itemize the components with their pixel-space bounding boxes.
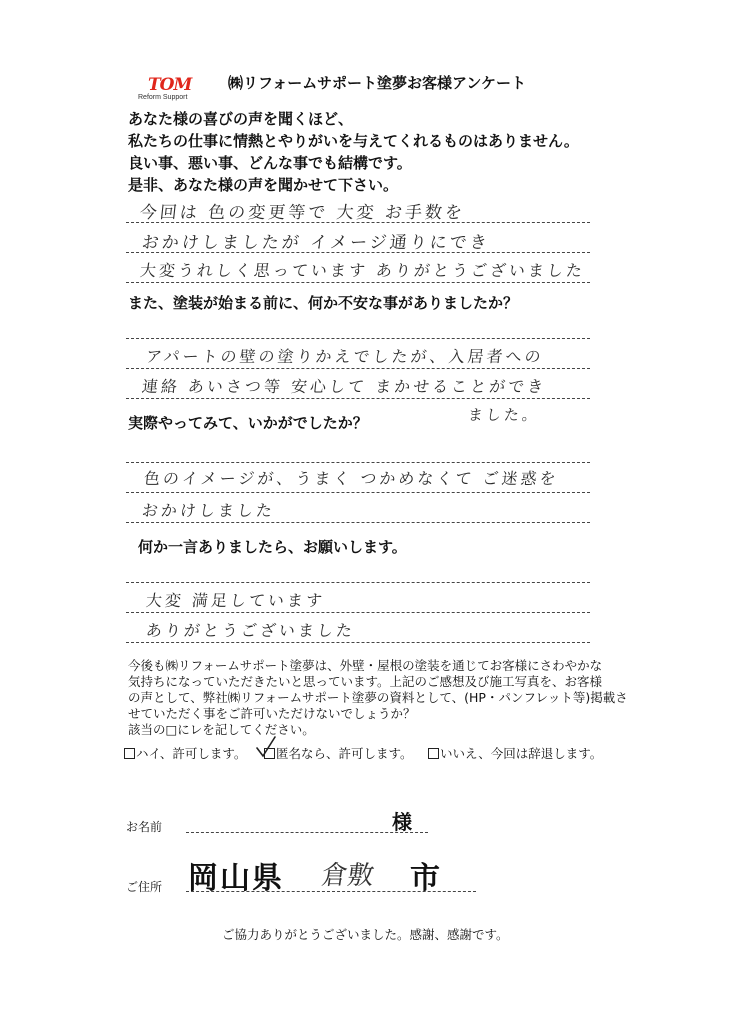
answer-rule [126,368,590,369]
answer-rule [126,462,590,463]
consent-option-anonymous[interactable] [264,744,413,762]
intro-line: 私たちの仕事に情熱とやりがいを与えてくれるものはありません。 [128,132,579,150]
address-prefecture: 岡山県 [188,861,284,896]
handwritten-answer-line: 大変 満足しています [144,591,326,610]
handwritten-answer-line: 大変うれしく思っています ありがとうございました [138,261,586,280]
handwritten-answer-line: おかけしましたが イメージ通りにでき [140,233,491,253]
answer-rule [126,398,590,399]
answer-rule [126,282,590,283]
name-label: お名前 [126,820,163,834]
checkmark-icon [256,736,276,758]
company-logo-subtitle: Reform Support [138,94,188,101]
consent-note [128,658,628,738]
checkbox-yes[interactable] [124,748,135,759]
intro-line: 良い事、悪い事、どんな事でも結構です。 [128,154,412,172]
consent-option-decline[interactable] [428,744,602,762]
handwritten-answer-line: ました。 [467,406,541,424]
footer-thanks: ご協力ありがとうございました。感謝、感謝です。 [222,927,509,942]
answer-rule [126,492,590,493]
handwritten-answer-line: 連絡 あいさつ等 安心して まかせることができ [140,377,548,396]
question-3-label: 何か一言ありましたら、お願いします。 [138,538,407,556]
address-field-line[interactable] [186,891,476,892]
answer-rule [126,642,590,643]
survey-title: ㈱リフォームサポート塗夢お客様アンケート [228,74,527,92]
consent-option-label: いいえ、今回は辞退します。 [440,746,603,761]
note-line: の声として、弊社㈱リフォームサポート塗夢の資料として、(HP・パンフレット等)掲載さ [128,690,628,705]
address-city-suffix: 市 [410,861,440,896]
handwritten-answer-line: ありがとうございました [144,621,356,640]
intro-line: 是非、あなた様の声を聞かせて下さい。 [128,176,399,194]
handwritten-answer-line: アパートの壁の塗りかえでしたが、入居者への [144,347,545,366]
answer-rule [126,582,590,583]
note-line: せていただく事をご許可いただけないでしょうか？ [128,706,416,721]
question-2-label: 実際やってみて、いかがでしたか？ [128,414,368,432]
handwritten-answer-line: おかけしました [140,501,276,520]
consent-option-label: ハイ、許可します。 [136,746,247,761]
consent-option-yes[interactable] [124,744,246,762]
answer-rule [126,338,590,339]
question-1-label: また、塗装が始まる前に、何か不安な事がありましたか？ [128,294,519,312]
company-logo: TOM [148,75,192,95]
answer-rule [126,522,590,523]
intro-line: あなた様の喜びの声を聞くほど、 [128,110,354,128]
handwritten-answer-line: 色のイメージが、うまく つかめなくて ご迷惑を [142,469,560,488]
address-label: ご住所 [126,880,163,894]
note-line: 気持ちになっていただきたいと思っています。上記のご感想及び施工写真を、お客様 [128,674,603,689]
note-line: 今後も㈱リフォームサポート塗夢は、外壁・屋根の塗装を通じてお客様にさわやかな [128,658,603,673]
handwritten-answer-line: 今回は 色の変更等で 大変 お手数を [138,203,467,223]
answer-rule [126,612,590,613]
note-line: 該当の□にレを記してください。 [128,722,315,737]
address-city-handwritten: 倉敷 [319,861,376,891]
intro-text [128,108,579,196]
consent-option-label: 匿名なら、許可します。 [276,746,413,761]
name-suffix: 様 [392,810,412,834]
checkbox-decline[interactable] [428,748,439,759]
